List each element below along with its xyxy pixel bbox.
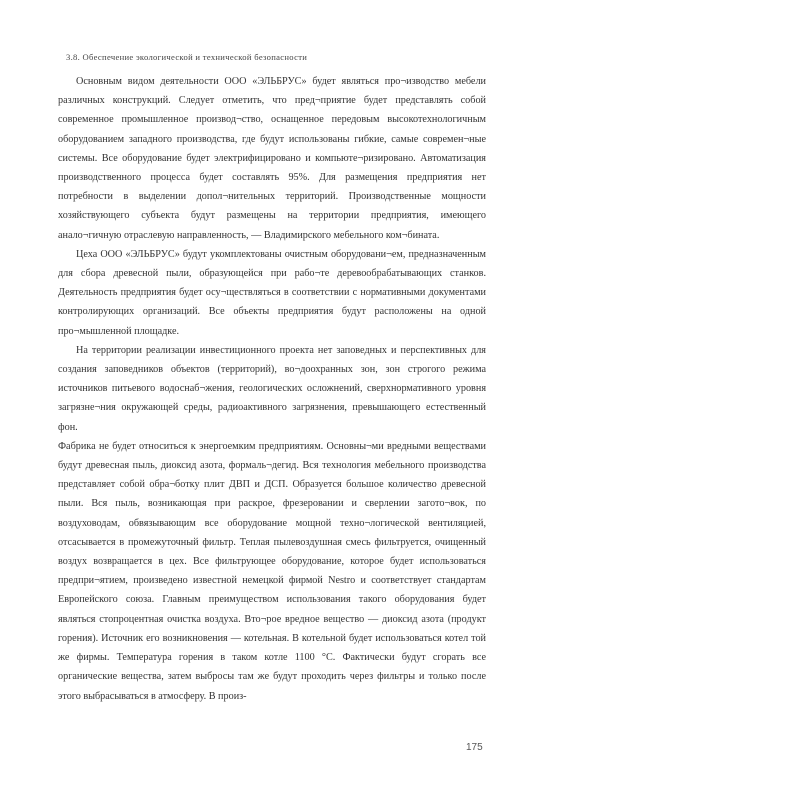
paragraph: Основным видом деятельности ООО «ЭЛЬБРУС» будет являться про¬изводство мебели различных конструкций. Следует отметить, что пред¬приятие будет представлять собой современное промышленное производ¬ство, оснащенное передовым высокотехнологичным оборудованием западного производства, где будут использованы гибкие, самые современ¬ные системы. Все оборудование будет электрифицировано и компьюте¬ризировано. Автоматизация производственного процесса будет составлять 95%. Для размещения предприятия нет потребности в выделении допол¬нительных территорий. Производственные мощности хозяйствующего субъекта будут размещены на территории предприятия, имеющего анало¬гичную отраслевую направленность, — Владимирского мебельного ком¬бината. [58,76,486,241]
paragraph: Цеха ООО «ЭЛЬБРУС» будут укомплектованы очистным оборудовани¬ем, предназначенным для сбора древесной пыли, образующейся при рабо¬те деревообрабатывающих станков. Деятельность предприятия будет осу¬ществляться в соответствии с нормативными документами контролирующих организаций. Все объекты предприятия будут расположены на одной про¬мышленной площадке. [58,248,486,337]
paragraph: На территории реализации инвестиционного проекта нет заповедных и перспективных для создания заповедников объектов (территорий), во¬доохранных зон, зон строгого режима источников питьевого водоснаб¬жения, геологических осложнений, сверхнормативного уровня загрязне¬ния окружающей среды, радиоактивного загрязнения, превышающего естественный фон. [58,344,486,433]
page-number: 175 [466,742,483,753]
paragraph: Фабрика не будет относиться к энергоемким предприятиям. Основны¬ми вредными веществами будут древесная пыль, диоксид азота, формаль¬дегид. Вся технология мебельного производства представляет собой обра¬ботку плит ДВП и ДСП. Образуется большое количество древесной пыли. Вся пыль, возникающая при раскрое, фрезеровании и сверлении загото¬вок, по воздуховодам, обвязывающим все оборудование мощной техно¬логической вентиляцией, отсасывается в промежуточный фильтр. Теплая пылевоздушная смесь фильтруется, очищенный воздух возвращается в цех. Все фильтрующее оборудование, которое будет использоваться предпри¬ятием, произведено известной немецкой фирмой Nestro и соответствует стандартам Европейского союза. Главным преимуществом использования такого оборудования будет являться стопроцентная очистка воздуха. Вто¬рое вредное вещество — диоксид азота (продукт горения). Источник его возникновения — котельная. В котельной будет использоваться котел той же фирмы. Температура горения в таком котле 1100 °С. Фактически будут сгорать все органические вещества, затем выбросы там же будут проходить через фильтры и только после этого выбрасываться в атмосферу. В произ- [58,440,486,702]
document-page [58,52,486,706]
section-heading: 3.8. Обеспечение экологической и технической безопасности [66,52,308,62]
body-text [58,72,486,706]
